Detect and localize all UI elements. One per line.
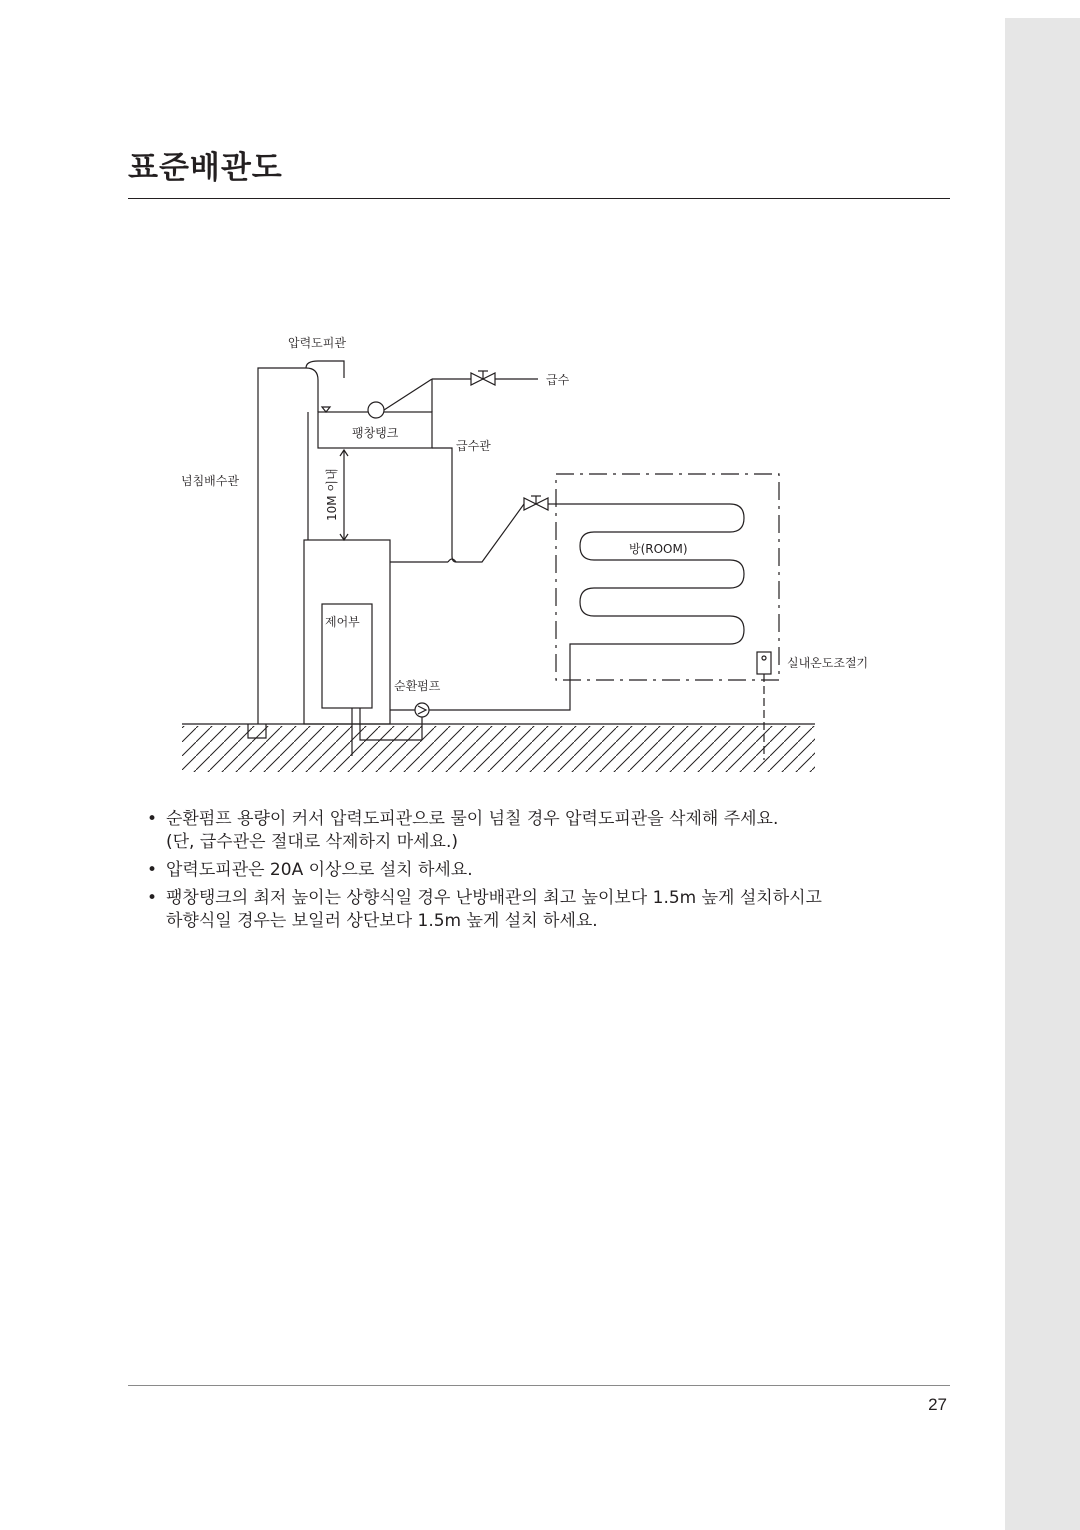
room-boundary xyxy=(556,474,779,680)
note-item xyxy=(146,808,946,854)
side-strip xyxy=(1005,18,1080,1530)
installation-notes xyxy=(146,808,946,938)
title-underline xyxy=(128,198,950,199)
page-title: 표준배관도 xyxy=(128,150,283,186)
page-number: 27 xyxy=(928,1395,947,1414)
footer-rule xyxy=(128,1385,950,1386)
note-line: 하향식일 경우는 보일러 상단보다 1.5m 높게 설치 하세요. xyxy=(166,911,598,931)
note-line: 압력도피관은 20A 이상으로 설치 하세요. xyxy=(166,860,473,880)
thermostat xyxy=(757,652,771,674)
label-circulation-pump: 순환펌프 xyxy=(394,679,441,693)
label-expansion-tank: 팽창탱크 xyxy=(352,426,399,440)
float-valve xyxy=(368,402,384,418)
note-line: (단, 급수관은 절대로 삭제하지 마세요.) xyxy=(166,832,459,852)
bullet-icon: • xyxy=(147,809,158,829)
label-supply-pipe: 급수관 xyxy=(456,439,491,453)
bullet-icon: • xyxy=(147,860,158,880)
note-item xyxy=(146,859,946,882)
label-room: 방(ROOM) xyxy=(629,542,688,556)
note-item xyxy=(146,887,946,933)
label-pressure-pipe: 압력도피관 xyxy=(288,336,346,350)
floor-heating-coil xyxy=(428,504,744,710)
label-thermostat: 실내온도조절기 xyxy=(787,656,869,670)
ground-hatch xyxy=(182,726,815,772)
label-water-supply: 급수 xyxy=(546,373,570,387)
boiler xyxy=(304,540,390,724)
note-line: 순환펌프 용량이 커서 압력도피관으로 물이 넘칠 경우 압력도피관을 삭제해 주세요. xyxy=(166,809,779,829)
label-control-unit: 제어부 xyxy=(325,615,360,629)
note-line: 팽창탱크의 최저 높이는 상향식일 경우 난방배관의 최고 높이보다 1.5m 높게 설치하시고 xyxy=(166,888,822,908)
bullet-icon: • xyxy=(147,888,158,908)
float-arm xyxy=(384,379,432,410)
water-level-mark xyxy=(322,407,330,412)
piping-diagram xyxy=(170,326,869,776)
label-overflow-pipe: 넘침배수관 xyxy=(181,474,239,488)
label-height-limit: 10M 이내 xyxy=(325,468,339,521)
overflow-pipe xyxy=(258,368,318,724)
